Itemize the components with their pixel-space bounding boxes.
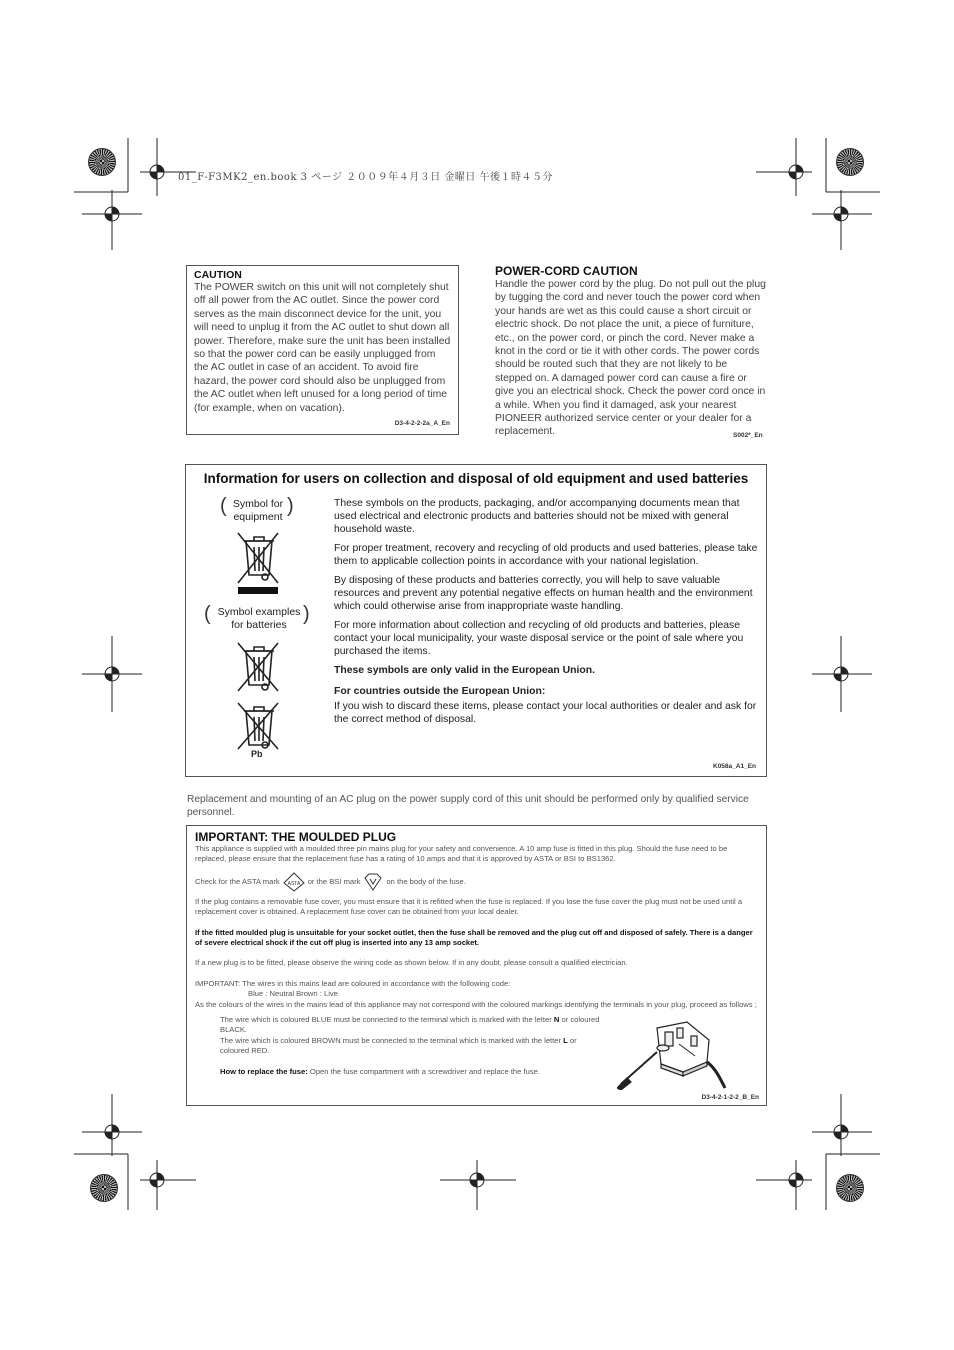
plug-fuse-illustration bbox=[617, 1018, 727, 1090]
weee-paragraph-1: These symbols on the products, packaging, and/or accompanying documents mean that used electrical and electronic products and batteries should not be mixed with general household waste. bbox=[334, 498, 740, 535]
moulded-plug-title: IMPORTANT: THE MOULDED PLUG bbox=[195, 830, 397, 844]
caution-code: D3-4-2-2-2a_A_En bbox=[394, 420, 450, 427]
moulded-plug-p5: IMPORTANT: The wires in this mains lead are coloured in accordance with the following code: bbox=[195, 978, 511, 988]
asta-mark-text: ASTA bbox=[287, 880, 301, 887]
fuse-label: How to replace the fuse: bbox=[220, 1066, 308, 1076]
symbol-batteries-label: Symbol examples for batteries bbox=[217, 606, 301, 631]
weee-paragraph-2: For proper treatment, recovery and recycling of old products and used batteries, please take them to applicable collection points in accordance with your national legislation. bbox=[334, 543, 758, 567]
symbol-equipment-label: Symbol for equipment bbox=[232, 498, 284, 523]
power-cord-code: S002*_En bbox=[733, 432, 763, 439]
weee-paragraph-7: If you wish to discard these items, please contact your local authorities or dealer and ask for the correct method of disposal. bbox=[334, 701, 757, 725]
wire-code-line: Blue : Neutral Brown : Live bbox=[248, 989, 338, 999]
moulded-plug-p4: If a new plug is to be fitted, please observe the wiring code as shown below. If in any doubt, please consult a qualified electrician. bbox=[195, 958, 628, 968]
weee-eu-only: These symbols are only valid in the European Union. bbox=[334, 665, 595, 676]
bsi-kitemark-icon bbox=[363, 872, 383, 892]
brown-wire-pre: The wire which is coloured BROWN must be connected to the terminal which is marked with the letter bbox=[220, 1035, 562, 1045]
weee-code: K058a_A1_En bbox=[713, 763, 756, 770]
caution-box bbox=[186, 265, 459, 435]
asta-mark-icon bbox=[283, 872, 305, 892]
or-bsi-text: or the BSI mark bbox=[307, 876, 361, 886]
caution-title: CAUTION bbox=[194, 269, 242, 281]
weee-paragraph-4: For more information about collection and recycling of old products and batteries, please contact your local municipality, your waste disposal service or the point of sale where you purchased the items. bbox=[334, 620, 744, 657]
blue-wire-instruction bbox=[220, 1015, 605, 1036]
weee-paragraph-3: By disposing of these products and batteries correctly, you will help to save valuable resources and prevent any potential negative effects on human health and the environment which could otherwise arise from inappropriate waste handling. bbox=[334, 575, 753, 612]
weee-box: Information for users on collection and disposal of old equipment and used batteries ( Symbol for equipment ) ( Symbol examples for batteries ) Pb These symbols on the products, packaging, and/or accompanying documents mean that used electrical and electronic products and batteries should not be mixed with general household waste. For proper treatment, recovery and recycling of old products and used batteries, please take them to applicable collection points in accordance with your national legislation. By disposing of these products and batteries correctly, you will help to save valuable resources and prevent any potential negative effects on human health and the environment which could otherwise arise from inappropriate waste handling. For more information about collection and recycling of old products and batteries, please contact your local municipality, your waste disposal service or the point of sale where you purchased the items. These symbols are only valid in the European Union. For countries outside the European Union: If you wish to discard these items, please contact your local authorities or dealer and ask for the correct method of disposal. K058a_A1_En bbox=[185, 464, 767, 777]
crossed-bin-equipment-icon bbox=[234, 529, 282, 595]
asta-check-text: Check for the ASTA mark bbox=[195, 876, 280, 886]
fuse-instruction bbox=[220, 1067, 605, 1077]
caution-body: The POWER switch on this unit will not completely shut off all power from the AC outlet. Since the power cord serves as the main disconnect device for the unit, you will need to unplug it from the AC outlet to shut down all power. Therefore, make sure the unit has been installed so that the power cord can be easily unplugged from the AC outlet in case of an accident. To avoid fire hazard, the power cord should also be unplugged from the AC outlet when left unused for a long period of time (for example, when on vacation). bbox=[194, 282, 451, 414]
pb-label: Pb bbox=[251, 749, 263, 759]
power-cord-title: POWER-CORD CAUTION bbox=[495, 264, 638, 278]
crossed-bin-battery-icon bbox=[234, 639, 282, 693]
on-body-text: on the body of the fuse. bbox=[386, 876, 466, 886]
power-cord-section bbox=[495, 264, 770, 439]
replacement-note: Replacement and mounting of an AC plug on the power supply cord of this unit should be performed only by qualified service personnel. bbox=[187, 794, 749, 818]
moulded-plug-p2: If the plug contains a removable fuse cover, you must ensure that it is refitted when the fuse is replaced. If you lose the fuse cover the plug must not be used until a replacement cover is obtained. A replacement fuse cover can be obtained from your local dealer. bbox=[195, 896, 743, 917]
brown-wire-post: or coloured RED. bbox=[220, 1035, 577, 1056]
blue-wire-letter: N bbox=[553, 1015, 560, 1025]
weee-title: Information for users on collection and disposal of old equipment and used batteries bbox=[203, 471, 749, 486]
blue-wire-pre: The wire which is coloured BLUE must be connected to the terminal which is marked with the letter bbox=[220, 1015, 552, 1025]
power-cord-body: Handle the power cord by the plug. Do not pull out the plug by tugging the cord and never touch the power cord when your hands are wet as this could cause a short circuit or electric shock. Do not place the unit, a piece of furniture, etc., on the power cord, or pinch the cord. Never make a knot in the cord or tie it with other cords. The power cords should be routed such that they are not likely to be stepped on. A damaged power cord can cause a fire or give you an electrical shock. Check the power cord once in a while. When you find it damaged, ask your nearest PIONEER authorized service center or your dealer for a replacement. bbox=[495, 279, 766, 438]
fuse-text: Open the fuse compartment with a screwdriver and replace the fuse. bbox=[309, 1066, 540, 1076]
brown-wire-instruction bbox=[220, 1036, 605, 1057]
asta-bsi-line bbox=[195, 871, 759, 893]
book-header-line: 01_F-F3MK2_en.book 3 ページ ２００９年４月３日 金曜日 午後１時４５分 bbox=[178, 172, 554, 183]
crossed-bin-pb-icon bbox=[234, 699, 282, 751]
weee-outside-eu-heading: For countries outside the European Union: bbox=[334, 686, 546, 697]
blue-wire-post: or coloured BLACK. bbox=[220, 1015, 600, 1035]
moulded-plug-box bbox=[186, 825, 767, 1106]
moulded-plug-p6: As the colours of the wires in the mains lead of this appliance may not correspond with the coloured markings identifying the terminals in your plug, proceed as follows ; bbox=[195, 999, 757, 1009]
brown-wire-letter: L bbox=[563, 1035, 568, 1045]
moulded-plug-p1: This appliance is supplied with a moulded three pin mains plug for your safety and convenience. A 10 amp fuse is fitted in this plug. Should the fuse need to be replaced, please ensure that the replacement fuse has a rating of 10 amps and that it is approved by ASTA or BSI to BS1362. bbox=[195, 844, 728, 864]
moulded-plug-p3: If the fitted moulded plug is unsuitable for your socket outlet, then the fuse shall be removed and the plug cut off and disposed of safely. There is a danger of severe electrical shock if the cut off plug is inserted into any 13 amp socket. bbox=[195, 927, 753, 948]
moulded-plug-code: D3-4-2-1-2-2_B_En bbox=[701, 1094, 759, 1101]
